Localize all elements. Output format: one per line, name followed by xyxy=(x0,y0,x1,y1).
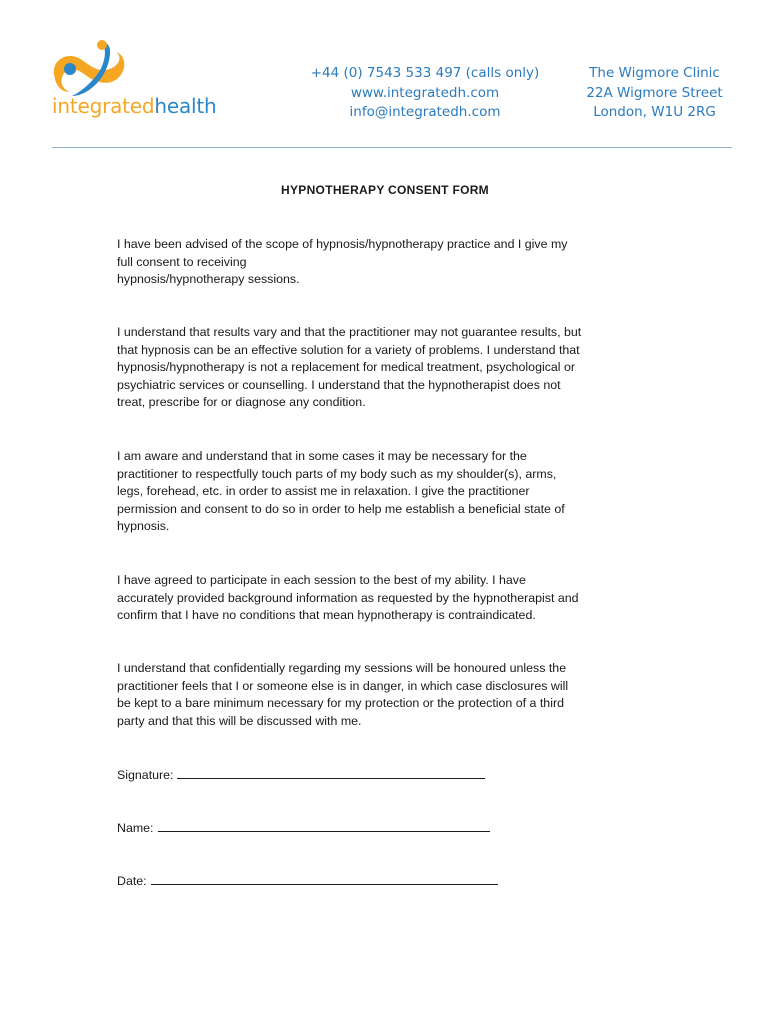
name-field xyxy=(117,819,490,835)
website-link[interactable]: www.integratedh.com xyxy=(350,84,500,101)
paragraph-line: legs, forehead, etc. in order to assist me in relaxation. I give the practitioner xyxy=(117,484,530,499)
paragraph-line: that hypnosis can be an effective solution for a variety of problems. I understand that xyxy=(117,342,580,357)
consent-paragraph xyxy=(117,572,579,625)
paragraph-line: be kept to a bare minimum necessary for my protection or the protection of a third xyxy=(117,696,564,711)
paragraph-line: party and that this will be discussed with me. xyxy=(117,713,362,728)
figure-logo-icon xyxy=(50,38,130,98)
consent-paragraph xyxy=(117,448,565,536)
name-label: Name: xyxy=(117,821,154,835)
paragraph-line: I have agreed to participate in each session to the best of my ability. I have xyxy=(117,573,526,587)
signature-field xyxy=(117,766,485,782)
form-title: HYPNOTHERAPY CONSENT FORM xyxy=(281,183,489,197)
logo-text-health: health xyxy=(154,94,217,118)
paragraph-line: I understand that confidentially regarding my sessions will be honoured unless the xyxy=(117,661,567,675)
date-label: Date: xyxy=(117,874,147,888)
paragraph-line: hypnosis. xyxy=(117,519,170,534)
logo-wordmark xyxy=(52,94,217,118)
paragraph-line: hypnosis/hypnotherapy sessions. xyxy=(117,272,300,287)
consent-paragraph xyxy=(117,660,568,730)
date-line[interactable] xyxy=(151,872,498,885)
clinic-address xyxy=(572,64,737,123)
letterhead xyxy=(0,0,770,150)
contact-details xyxy=(280,64,570,123)
phone-number: +44 (0) 7543 533 497 (calls only) xyxy=(310,65,540,81)
header-divider xyxy=(52,147,732,148)
signature-line[interactable] xyxy=(177,766,485,779)
clinic-city: London, W1U 2RG xyxy=(593,104,716,120)
paragraph-line: full consent to receiving xyxy=(117,254,247,269)
paragraph-line: I understand that results vary and that the practitioner may not guarantee results, but xyxy=(117,325,582,339)
clinic-name: The Wigmore Clinic xyxy=(589,65,720,81)
signature-label: Signature: xyxy=(117,768,174,782)
paragraph-line: permission and consent to do so in order to help me establish a beneficial state of xyxy=(117,501,565,516)
paragraph-line: psychiatric services or counselling. I understand that the hypnotherapist does not xyxy=(117,377,561,392)
email-link[interactable]: info@integratedh.com xyxy=(349,104,501,120)
paragraph-line: practitioner feels that I or someone else is in danger, in which case disclosures will xyxy=(117,678,569,693)
paragraph-line: treat, prescribe for or diagnose any condition. xyxy=(117,395,366,410)
paragraph-line: I am aware and understand that in some cases it may be necessary for the xyxy=(117,449,527,463)
date-field xyxy=(117,872,498,888)
integrated-health-logo xyxy=(50,38,240,128)
paragraph-line: confirm that I have no conditions that mean hypnotherapy is contraindicated. xyxy=(117,608,536,623)
paragraph-line: hypnosis/hypnotherapy is not a replacement for medical treatment, psychological or xyxy=(117,360,576,375)
paragraph-line: practitioner to respectfully touch parts of my body such as my shoulder(s), arms, xyxy=(117,466,557,481)
paragraph-line: accurately provided background information as requested by the hypnotherapist and xyxy=(117,590,579,605)
consent-paragraph xyxy=(117,324,581,412)
clinic-street: 22A Wigmore Street xyxy=(586,84,723,101)
consent-paragraph xyxy=(117,236,567,289)
paragraph-line: I have been advised of the scope of hypnosis/hypnotherapy practice and I give my xyxy=(117,237,568,251)
logo-text-integrated: integrated xyxy=(52,94,155,118)
name-line[interactable] xyxy=(158,819,490,832)
